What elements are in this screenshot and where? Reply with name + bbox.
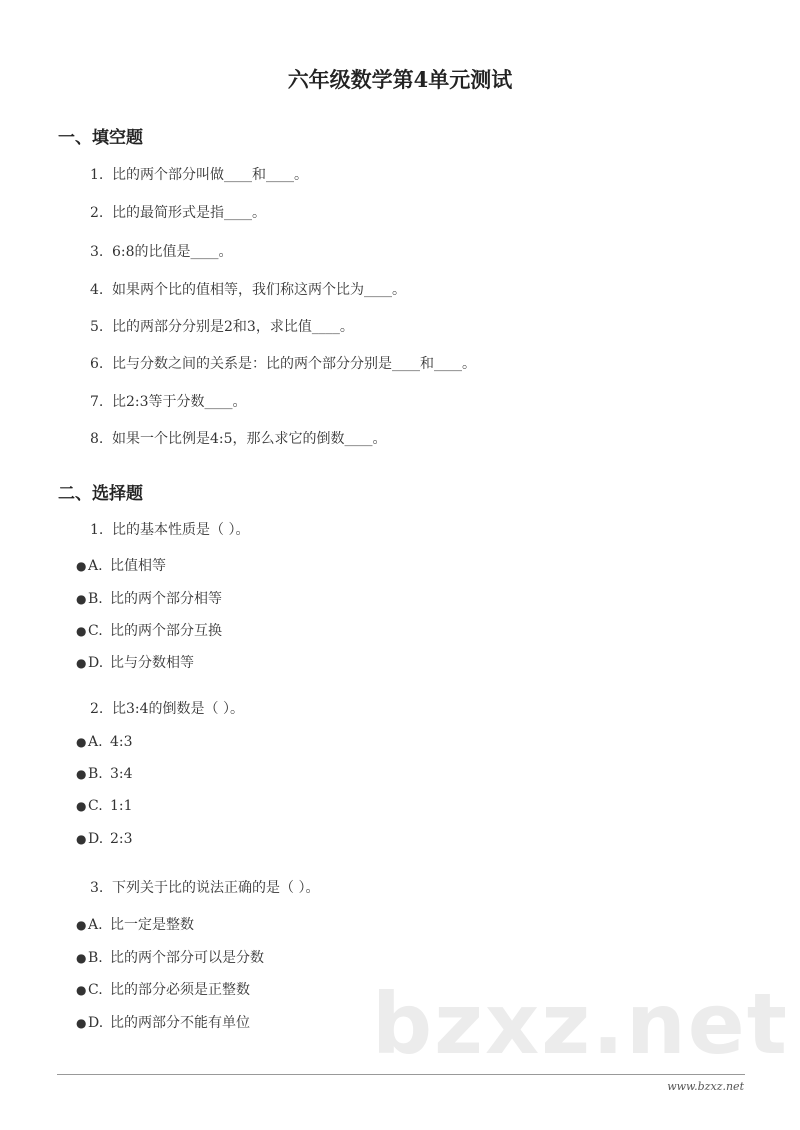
option-text: 比一定是整数 [110,917,194,933]
choice-option [76,1012,250,1032]
bullet-icon: ● [76,767,87,781]
option-text: 比的两个部分互换 [110,623,222,639]
option-letter: A. [88,917,103,933]
fill-blank-question [90,316,354,336]
question-text: 比的两个部分叫做____和____。 [112,167,308,183]
option-text: 3:4 [110,766,133,782]
question-number: 3. [90,880,104,896]
option-letter: A. [88,558,103,574]
choice-question [90,698,244,718]
question-text: 比的两部分分别是2和3，求比值____。 [112,319,354,335]
bullet-icon: ● [76,592,87,606]
question-text: 比与分数之间的关系是：比的两个部分分别是____和____。 [112,356,476,372]
question-text: 比3:4的倒数是（ ）。 [112,701,244,717]
question-text: 比的最简形式是指____。 [112,205,266,221]
footer-divider [57,1074,745,1075]
option-letter: D. [88,655,104,671]
option-letter: B. [88,591,103,607]
fill-blank-question [90,391,247,411]
question-text: 如果一个比例是4:5，那么求它的倒数____。 [112,431,387,447]
fill-blank-question [90,353,476,373]
choice-option [76,588,222,608]
fill-blank-question [90,164,308,184]
choice-option [76,652,194,672]
option-text: 1:1 [110,798,133,814]
choice-option [76,620,222,640]
choice-option [76,766,133,782]
option-text: 比的部分必须是正整数 [110,982,250,998]
choice-option [76,798,133,814]
option-text: 2:3 [110,831,133,847]
choice-option [76,734,133,750]
bullet-icon: ● [76,559,87,573]
question-number: 6. [90,356,104,372]
question-text: 比的基本性质是（ ）。 [112,522,250,538]
choice-option [76,555,166,575]
option-text: 比值相等 [110,558,166,574]
question-text: 下列关于比的说法正确的是（ ）。 [112,880,320,896]
bullet-icon: ● [76,918,87,932]
choice-question [90,519,249,539]
bullet-icon: ● [76,983,87,997]
option-letter: C. [88,982,103,998]
option-text: 比的两部分不能有单位 [110,1015,250,1031]
bullet-icon: ● [76,832,87,846]
bullet-icon: ● [76,735,87,749]
option-text: 比与分数相等 [110,655,194,671]
question-number: 5. [90,319,104,335]
question-number: 4. [90,282,104,298]
question-number: 2. [90,701,104,717]
bullet-icon: ● [76,1016,87,1030]
fill-blank-question [90,428,387,448]
choice-option [76,831,133,847]
question-number: 7. [90,394,104,410]
section-heading-multiple-choice: 二、选择题 [58,484,143,504]
option-letter: B. [88,766,103,782]
bullet-icon: ● [76,656,87,670]
fill-blank-question [90,241,233,261]
option-letter: C. [88,623,103,639]
watermark-logo: bzxz.net [372,975,789,1073]
question-text: 如果两个比的值相等，我们称这两个比为____。 [112,282,406,298]
bullet-icon: ● [76,951,87,965]
page-title: 六年级数学第4单元测试 [287,67,513,92]
choice-option [76,979,250,999]
option-letter: B. [88,950,103,966]
option-letter: C. [88,798,103,814]
option-letter: D. [88,831,104,847]
question-number: 1. [90,522,104,538]
fill-blank-question [90,279,406,299]
question-number: 2. [90,205,104,221]
choice-option [76,914,194,934]
option-letter: D. [88,1015,104,1031]
section-heading-fill-blank: 一、填空题 [58,128,143,148]
question-number: 3. [90,244,104,260]
option-text: 比的两个部分可以是分数 [110,950,264,966]
fill-blank-question [90,202,266,222]
question-text: 比2:3等于分数____。 [112,394,247,410]
question-number: 8. [90,431,104,447]
choice-question [90,877,319,897]
option-text: 4:3 [110,734,133,750]
question-number: 1. [90,167,104,183]
option-letter: A. [88,734,103,750]
question-text: 6:8的比值是____。 [112,244,233,260]
option-text: 比的两个部分相等 [110,591,222,607]
bullet-icon: ● [76,624,87,638]
footer-url: www.bzxz.net [667,1080,744,1093]
choice-option [76,947,264,967]
bullet-icon: ● [76,799,87,813]
